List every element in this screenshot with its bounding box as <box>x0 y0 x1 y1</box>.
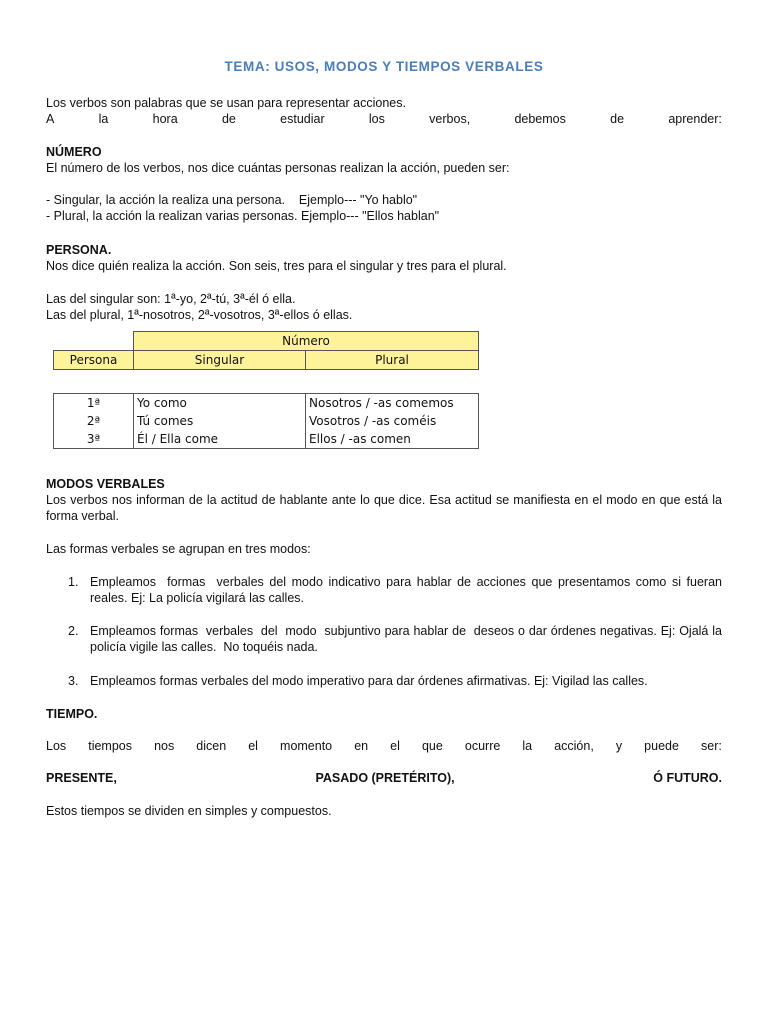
word: dicen <box>196 739 227 753</box>
list-item <box>68 623 726 655</box>
type-futuro: Ó FUTURO. <box>653 771 722 785</box>
word: ser: <box>701 739 722 753</box>
word: en <box>354 739 369 753</box>
word: la <box>98 112 109 126</box>
word: aprender: <box>668 112 722 126</box>
page-title: TEMA: USOS, MODOS Y TIEMPOS VERBALES <box>224 59 544 74</box>
word: los <box>368 112 385 126</box>
list-item <box>68 673 722 689</box>
singular-cell: Él / Ella come <box>134 430 306 449</box>
numero-singular: - Singular, la acción la realiza una persona. Ejemplo--- "Yo hablo" <box>46 193 418 207</box>
tiempo-closing: Estos tiempos se dividen en simples y compuestos. <box>46 804 332 818</box>
list-text: Empleamos formas verbales del modo indicativo para hablar de acciones que presentamos como si fueran reales. Ej: La policía vigilará las calles. <box>90 575 726 605</box>
numero-plural: - Plural, la acción la realizan varias personas. Ejemplo--- "Ellos hablan" <box>46 209 440 223</box>
word: nos <box>154 739 175 753</box>
persona-plural: Las del plural, 1ª-nosotros, 2ª-vosotros, 3ª-ellos ó ellas. <box>46 308 353 322</box>
word: de <box>610 112 625 126</box>
type-presente: PRESENTE, <box>46 771 117 785</box>
tiempo-line <box>46 738 722 754</box>
word: y <box>615 739 623 753</box>
word: ocurre <box>464 739 501 753</box>
persona-heading: PERSONA. <box>46 243 112 257</box>
empty-cell <box>54 332 134 351</box>
word: A <box>46 112 55 126</box>
numero-text: El número de los verbos, nos dice cuántas personas realizan la acción, pueden ser: <box>46 161 510 175</box>
plural-cell: Ellos / -as comen <box>306 430 479 449</box>
word: que <box>421 739 443 753</box>
persona-header: Persona <box>54 351 134 370</box>
list-number: 3. <box>68 674 79 688</box>
singular-cell: Yo como <box>134 394 306 413</box>
persona-cell: 2ª <box>54 412 134 430</box>
list-number: 1. <box>68 575 79 589</box>
modos-heading: MODOS VERBALES <box>46 477 165 491</box>
plural-header: Plural <box>306 351 479 370</box>
table-row <box>54 394 479 413</box>
type-pasado: PASADO (PRETÉRITO), <box>315 771 455 785</box>
list-item <box>68 574 726 606</box>
modos-intro: Las formas verbales se agrupan en tres modos: <box>46 542 311 556</box>
intro-line-1: Los verbos son palabras que se usan para representar acciones. <box>46 96 406 110</box>
word: de <box>221 112 236 126</box>
plural-cell: Vosotros / -as coméis <box>306 412 479 430</box>
word: el <box>248 739 258 753</box>
tiempo-types <box>46 770 722 786</box>
numero-heading: NÚMERO <box>46 145 102 159</box>
singular-header: Singular <box>134 351 306 370</box>
list-text: Empleamos formas verbales del modo imperativo para dar órdenes afirmativas. Ej: Vigilad las calles. <box>90 674 648 688</box>
singular-cell: Tú comes <box>134 412 306 430</box>
persona-singular: Las del singular son: 1ª-yo, 2ª-tú, 3ª-él ó ella. <box>46 292 296 306</box>
word: Los <box>46 739 67 753</box>
word: estudiar <box>280 112 325 126</box>
list-number: 2. <box>68 624 79 638</box>
word: momento <box>280 739 333 753</box>
word: debemos <box>514 112 566 126</box>
table-row <box>54 412 479 430</box>
word: verbos, <box>429 112 471 126</box>
tiempo-heading: TIEMPO. <box>46 707 98 721</box>
persona-cell: 1ª <box>54 394 134 413</box>
table-row <box>54 430 479 449</box>
word: hora <box>152 112 178 126</box>
modos-text: Los verbos nos informan de la actitud de hablante ante lo que dice. Esa actitud se manifiesta en el modo en que está la forma verbal. <box>46 493 722 523</box>
persona-text: Nos dice quién realiza la acción. Son seis, tres para el singular y tres para el plural. <box>46 259 507 273</box>
person-table-body <box>53 393 479 449</box>
plural-cell: Nosotros / -as comemos <box>306 394 479 413</box>
word: la <box>522 739 533 753</box>
intro-line-2 <box>46 111 722 127</box>
word: puede <box>644 739 679 753</box>
persona-cell: 3ª <box>54 430 134 449</box>
person-table-header <box>53 331 479 370</box>
word: tiempos <box>88 739 132 753</box>
list-text: Empleamos formas verbales del modo subjuntivo para hablar de deseos o dar órdenes negativas. Ej: Ojalá la policía vigile las calles. No toquéis nada. <box>90 624 726 654</box>
word: acción, <box>554 739 594 753</box>
numero-header: Número <box>134 332 479 351</box>
word: el <box>390 739 400 753</box>
